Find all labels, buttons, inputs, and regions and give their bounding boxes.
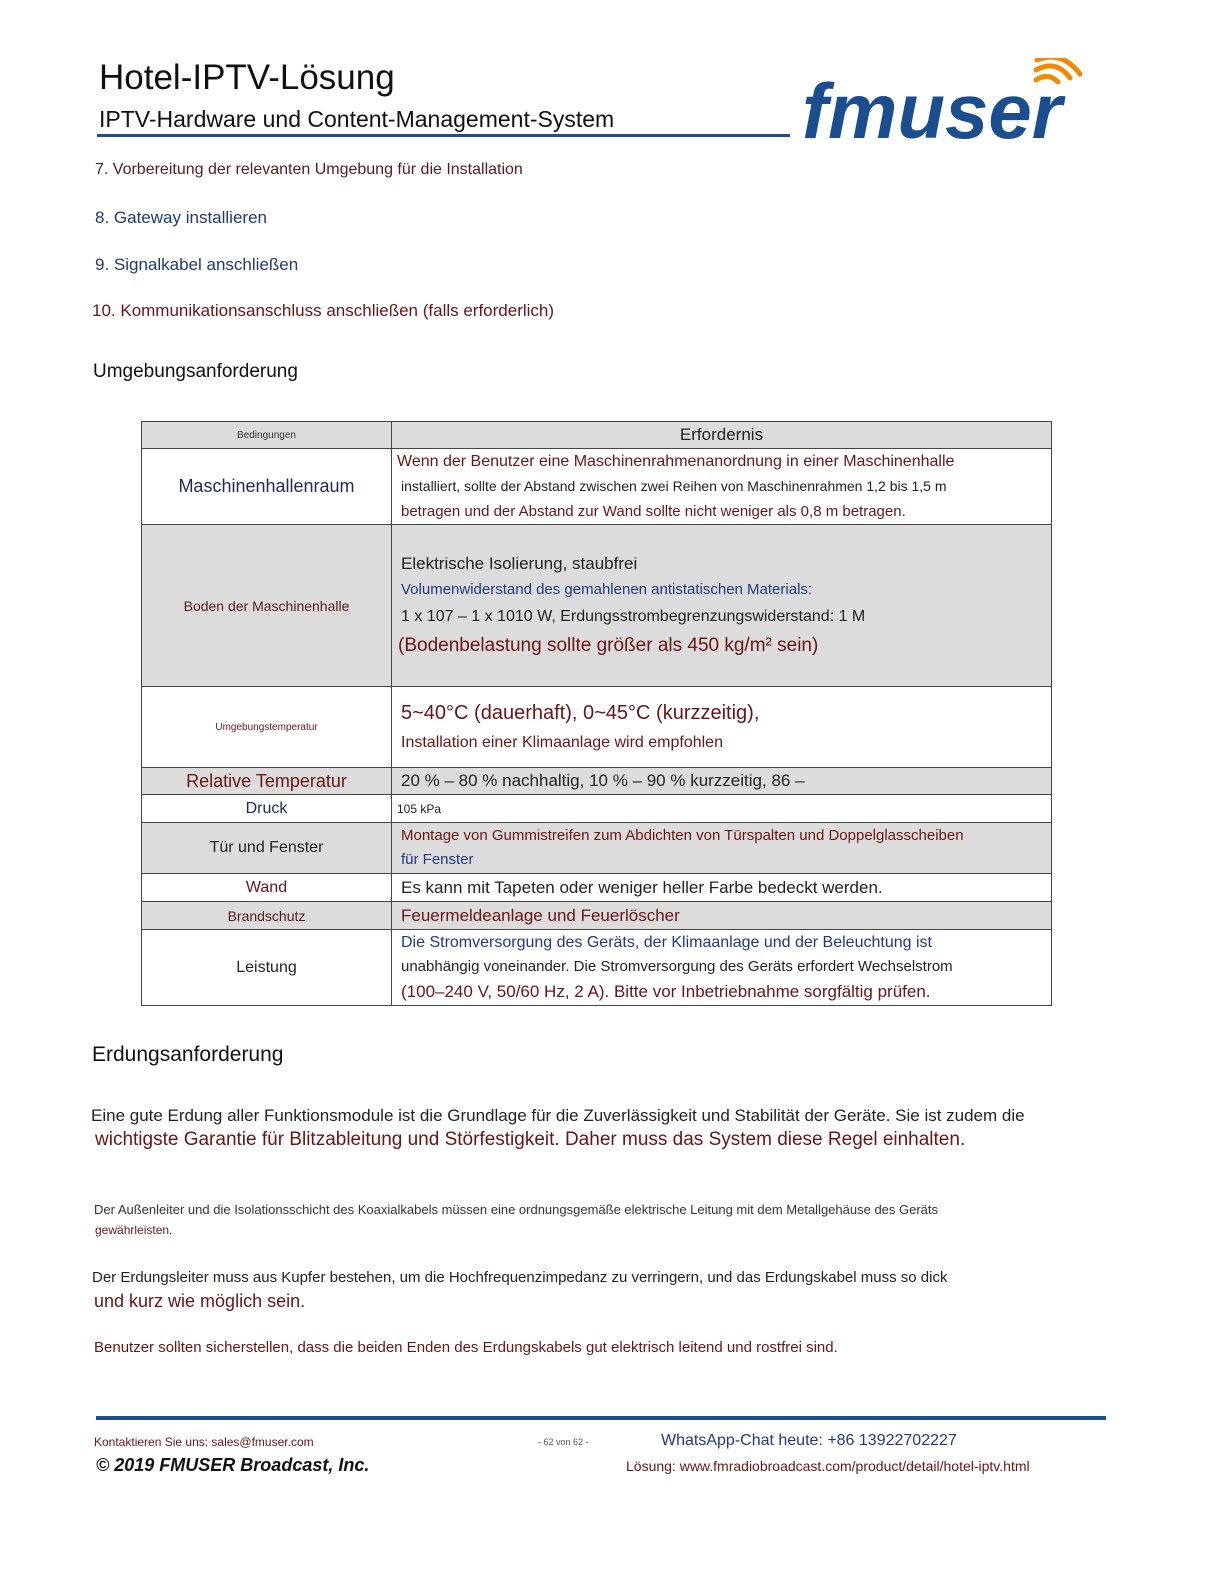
paragraph-line: wichtigste Garantie für Blitzableitung und Störfestigkeit. Daher muss das System diese Regel einhalten. <box>95 1129 966 1150</box>
table-row <box>142 902 1052 930</box>
requirement-line: (100–240 V, 50/60 Hz, 2 A). Bitte vor Inbetriebnahme sorgfältig prüfen. <box>401 982 931 1001</box>
table-row <box>142 823 1052 874</box>
table-row <box>142 525 1052 687</box>
paragraph-line: Eine gute Erdung aller Funktionsmodule ist die Grundlage für die Zuverlässigkeit und Stabilität der Geräte. Sie ist zudem die <box>91 1106 1025 1125</box>
logo-text: fmuser <box>802 67 1063 148</box>
step-7: 7. Vorbereitung der relevanten Umgebung für die Installation <box>95 161 523 178</box>
requirement-cell: Feuermeldeanlage und Feuerlöscher <box>392 902 1052 930</box>
requirement-cell <box>392 449 1052 525</box>
requirement-line: unabhängig voneinander. Die Stromversorgung des Geräts erfordert Wechselstrom <box>401 958 953 975</box>
requirement-line: Installation einer Klimaanlage wird empfohlen <box>401 734 723 751</box>
solution-link[interactable]: Lösung: www.fmradiobroadcast.com/product/detail/hotel-iptv.html <box>626 1458 1030 1474</box>
requirement-cell <box>392 930 1052 1006</box>
requirement-line: 5~40°C (dauerhaft), 0~45°C (kurzzeitig), <box>401 702 760 724</box>
header-rule <box>97 134 790 137</box>
requirement-cell <box>392 823 1052 874</box>
table-row <box>142 874 1052 902</box>
environment-table <box>141 421 1052 1006</box>
fmuser-logo <box>800 58 1100 148</box>
whatsapp-link[interactable]: WhatsApp-Chat heute: +86 13922702227 <box>661 1432 957 1449</box>
table-row <box>142 768 1052 795</box>
requirement-cell: 105 kPa <box>392 795 1052 823</box>
table-row <box>142 795 1052 823</box>
table-row <box>142 687 1052 768</box>
requirement-line: für Fenster <box>401 851 474 868</box>
paragraph-line: gewährleisten. <box>95 1223 173 1237</box>
condition-cell: Leistung <box>142 930 392 1006</box>
footer-contact-link[interactable]: Kontaktieren Sie uns: sales@fmuser.com <box>94 1435 314 1449</box>
condition-cell: Relative Temperatur <box>142 768 392 795</box>
document-subtitle: IPTV-Hardware und Content-Management-System <box>99 106 615 132</box>
requirement-line: Die Stromversorgung des Geräts, der Klimaanlage und der Beleuchtung ist <box>401 934 932 951</box>
requirement-line: Elektrische Isolierung, staubfrei <box>401 553 638 573</box>
requirement-line: Wenn der Benutzer eine Maschinenrahmenanordnung in einer Maschinenhalle <box>397 453 955 470</box>
column-header-conditions: Bedingungen <box>142 422 392 449</box>
table-header-row <box>142 422 1052 449</box>
requirement-line: betragen und der Abstand zur Wand sollte nicht weniger als 0,8 m betragen. <box>401 503 906 520</box>
requirement-line: Volumenwiderstand des gemahlenen antistatischen Materials: <box>401 580 813 598</box>
requirement-cell: Es kann mit Tapeten oder weniger heller Farbe bedeckt werden. <box>392 874 1052 902</box>
paragraph-line: und kurz wie möglich sein. <box>94 1291 306 1311</box>
paragraph-line: Benutzer sollten sicherstellen, dass die beiden Enden des Erdungskabels gut elektrisch leitend und rostfrei sind. <box>94 1339 838 1356</box>
document-title: Hotel-IPTV-Lösung <box>99 58 395 97</box>
condition-cell: Boden der Maschinenhalle <box>142 525 392 687</box>
requirement-cell: 20 % – 80 % nachhaltig, 10 % – 90 % kurzzeitig, 86 – <box>392 768 1052 795</box>
page-number: - 62 von 62 - <box>538 1437 589 1447</box>
column-header-requirement: Erfordernis <box>392 422 1052 449</box>
requirement-line: installiert, sollte der Abstand zwischen zwei Reihen von Maschinenrahmen 1,2 bis 1,5 m <box>401 478 947 494</box>
paragraph-line: Der Erdungsleiter muss aus Kupfer bestehen, um die Hochfrequenzimpedanz zu verringern, und das Erdungskabel muss so dick <box>92 1269 948 1286</box>
condition-cell: Wand <box>142 874 392 902</box>
footer-rule <box>96 1416 1106 1420</box>
table-row <box>142 449 1052 525</box>
step-8: 8. Gateway installieren <box>95 208 267 227</box>
step-10: 10. Kommunikationsanschluss anschließen (falls erforderlich) <box>92 301 555 320</box>
requirement-line: Montage von Gummistreifen zum Abdichten von Türspalten und Doppelglasscheiben <box>401 827 964 844</box>
grounding-heading: Erdungsanforderung <box>92 1043 284 1066</box>
condition-cell: Druck <box>142 795 392 823</box>
requirement-cell <box>392 687 1052 768</box>
requirement-line: 1 x 107 – 1 x 1010 W, Erdungsstrombegrenzungswiderstand: 1 M <box>401 607 866 625</box>
condition-cell: Umgebungstemperatur <box>142 687 392 768</box>
table-row <box>142 930 1052 1006</box>
environment-heading: Umgebungsanforderung <box>93 361 298 382</box>
requirement-line: (Bodenbelastung sollte größer als 450 kg/m² sein) <box>398 634 819 656</box>
requirement-cell <box>392 525 1052 687</box>
step-9: 9. Signalkabel anschließen <box>95 255 299 274</box>
condition-cell: Tür und Fenster <box>142 823 392 874</box>
condition-cell: Brandschutz <box>142 902 392 930</box>
condition-cell: Maschinenhallenraum <box>142 449 392 525</box>
copyright: © 2019 FMUSER Broadcast, Inc. <box>96 1455 370 1475</box>
paragraph-line: Der Außenleiter und die Isolationsschicht des Koaxialkabels müssen eine ordnungsgemäße elektrische Leitung mit dem Metallgehäuse des Geräts <box>94 1202 939 1217</box>
